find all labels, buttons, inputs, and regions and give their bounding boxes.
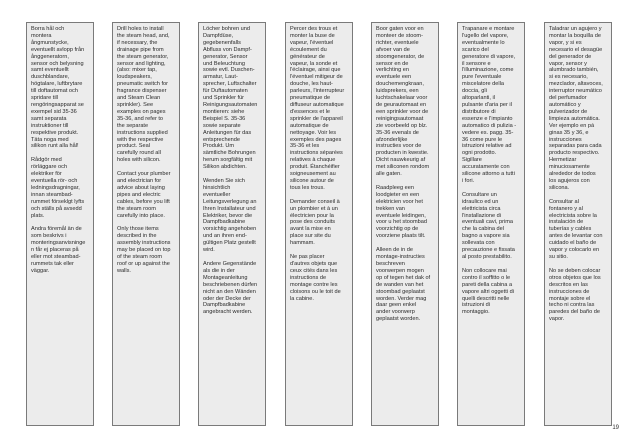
column-french (285, 22, 353, 426)
paragraph-consult: Contact your plumber and electrician for advice about laying pipes and electric cables, before you lift the steam room carefully into place. (117, 171, 171, 219)
column-swedish (26, 22, 94, 426)
paragraph-objects: Andere Gegenstände als die in der Montageanleitung beschriebenen dürfen nicht an den Wänden oder der Decke der Dampfbadkabine angebracht werden. (203, 261, 258, 316)
column-spanish (544, 22, 612, 426)
paragraph-drilling: Drill holes to install the steam head, and, if necessary, the drainage pipe from the steam generator, sensor and lighting, (also: mixer tap, loudspeakers, pneumatic switch for fragrance dispenser and Steam Clean sprinkler). See examples on pages 35-36, and refer to the separate instructions supplied with the respective product. Seal carefully round all holes with silicon. (117, 26, 170, 164)
paragraph-objects: Alleen de in de montage-instructies beschreven voorwerpen mogen op of tegen het dak of de wanden van het stoombad geplaatst worden. Verder mag daar geen enkel ander voorwerp geplaatst worden. (376, 247, 431, 323)
column-english (112, 22, 180, 426)
paragraph-consult: Demander conseil à un plombier et à un électricien pour la pose des conduits avant la mise en place sur site du hammam. (290, 198, 340, 247)
paragraph-objects: No se deben colocar otros objetos que los descritos en las instrucciones de montaje sobre el techo ni contra las paredes del baño de vapor. (549, 267, 601, 323)
paragraph-drilling: Percer des trous et monter la buse de vapeur, l'éventuel écoulement du générateur de vapeur, la sonde et l'éclairage, ainsi que l'éventuel mitigeur de douche, les haut- parleurs, l'interrupteur pneumatique de diffuseur automatique d'essences et le sprinkler de l'appareil automatique de nettoyage. Voir les exemples des pages 35-36 et les instructions séparées relatives à chaque produit. Étanchéifier soigneusement au silicone autour de tous les trous. (290, 26, 345, 191)
column-dutch (371, 22, 439, 426)
paragraph-drilling: Trapanare e montare l'ugello del vapore, eventualmente lo scarico del generatore di vapore, il sensore e l'illuminazione, come pure l'eventuale miscelatore della doccia, gli altoparlanti, il pulsante d'aria per il distributore di essenze e l'impianto automatico di pulizia - vedere es. pagg. 35- 36 come pure le istruzioni relative ad ogni prodotto. Sigillare accuratamente con silicone attorno a tutti i fori. (462, 26, 517, 184)
column-german (198, 22, 266, 426)
paragraph-objects: Only those items described in the assembly instructions may be placed on top of the steam room roof or up against the walls. (117, 226, 171, 274)
paragraph-drilling: Taladrar un agujero y montar la boquilla de vapor, y si es necesario el desagüe del generador de vapor, sensor y alumbrado también, si es necesario, mezclador, altavoces, interruptor neumático del perfumador automático y pulverizador de limpieza automática. Ver ejemplo en pá ginas 35 y 36, e instrucciones separadas para cada producto respectivo. Hermetizar minuciosamente alrededor de todos los agujeros con silicona. (549, 26, 603, 191)
paragraph-objects: Ne pas placer d'autres objets que ceux cités dans les instructions de montage contre les cloisons ou le toit de la cabine. (290, 254, 341, 302)
paragraph-consult: Consultare un idraulico ed un elettricista circa l'installazione di eventuali cavi, prima che la cabina del bagno a vapore sia sollevata con precauzione e fissata al posto prestabilito. (462, 191, 515, 260)
paragraph-drilling: Löcher bohren und Dampfdüse, gegebenenfalls Abfluss von Dampf- generator, Sensor und Beleuchtung sowie evtl. Duschen- armatur, Laut- sprecher, Luftschalter für Duftautomaten und Sprinkler für Reinigungsautomaten montieren: siehe Beispiel S. 35-36 sowie separate Anleitungen für das entsprechende Produkt. Um sämtliche Bohrungen herum sorgfältig mit Silikon abdichten. (203, 26, 258, 171)
paragraph-consult: Wenden Sie sich hinsichtlich eventueller Leitungsverlegung an Ihren Installateur und Elektriker, bevor die Dampfbadkabine vorsichtig angehoben und an ihren end- gültigen Platz gestellt wird. (203, 178, 257, 254)
paragraph-objects: Andra föremål än de som beskrivs i monteringsanvisninge n får ej placeras på eller mot steambad- rummets tak eller väggar. (31, 226, 86, 274)
paragraph-drilling: Boor gaten voor en monteer de stoom- richter, eventuele afvoer van de stoomgenerator, de sensor en de verlichting en eventuele een douchemengkraan, luidsprekers, een luchtschakelaar voor de geurautomaat en een sprinkler voor de reinigingsautomaat zie voorbeeld op blz. 35-36 evenals de afzonderlijke instructies voor de producten in kwestie. Dicht nauwkeurig af met siliconen rondom alle gaten. (376, 26, 430, 178)
instruction-columns (26, 22, 612, 426)
paragraph-objects: Non collocare mai contro il soffitto o le pareti della cabina a vapore altri oggetti di quelli descritti nelle istruzioni di montaggio. (462, 267, 514, 316)
paragraph-drilling: Borra hål och montera ångmunstycke, eventuellt avlopp från ånggeneratorn, sensor och belysning samt eventuellt duschblandare, högtalare, luftbrytare till doftautomat och spridare till rengöringsapparat se exempel sid 35-36 samt separata instruktioner till respektive produkt. Täta noga med silikon runt alla hål! (31, 26, 85, 150)
paragraph-consult: Consultar al fontanero y al electricista sobre la instalación de tuberías y cables antes de levantar con cuidado el baño de vapor y colocarlo en su sitio. (549, 198, 603, 260)
page-number: 19 (612, 425, 619, 431)
paragraph-consult: Raadpleeg een loodgieter en een elektricien voor het trekken van eventuele leidingen, voor u het stoombad voorzichtig op de voorziene plaats tilt. (376, 184, 427, 240)
paragraph-consult: Rådgör med rörläggare och elektriker för eventuella rör- och ledningsdragningar, innan steambad- rummet förseklgt lyfts och ställs på avsedd plats. (31, 157, 85, 219)
column-italian (457, 22, 525, 426)
